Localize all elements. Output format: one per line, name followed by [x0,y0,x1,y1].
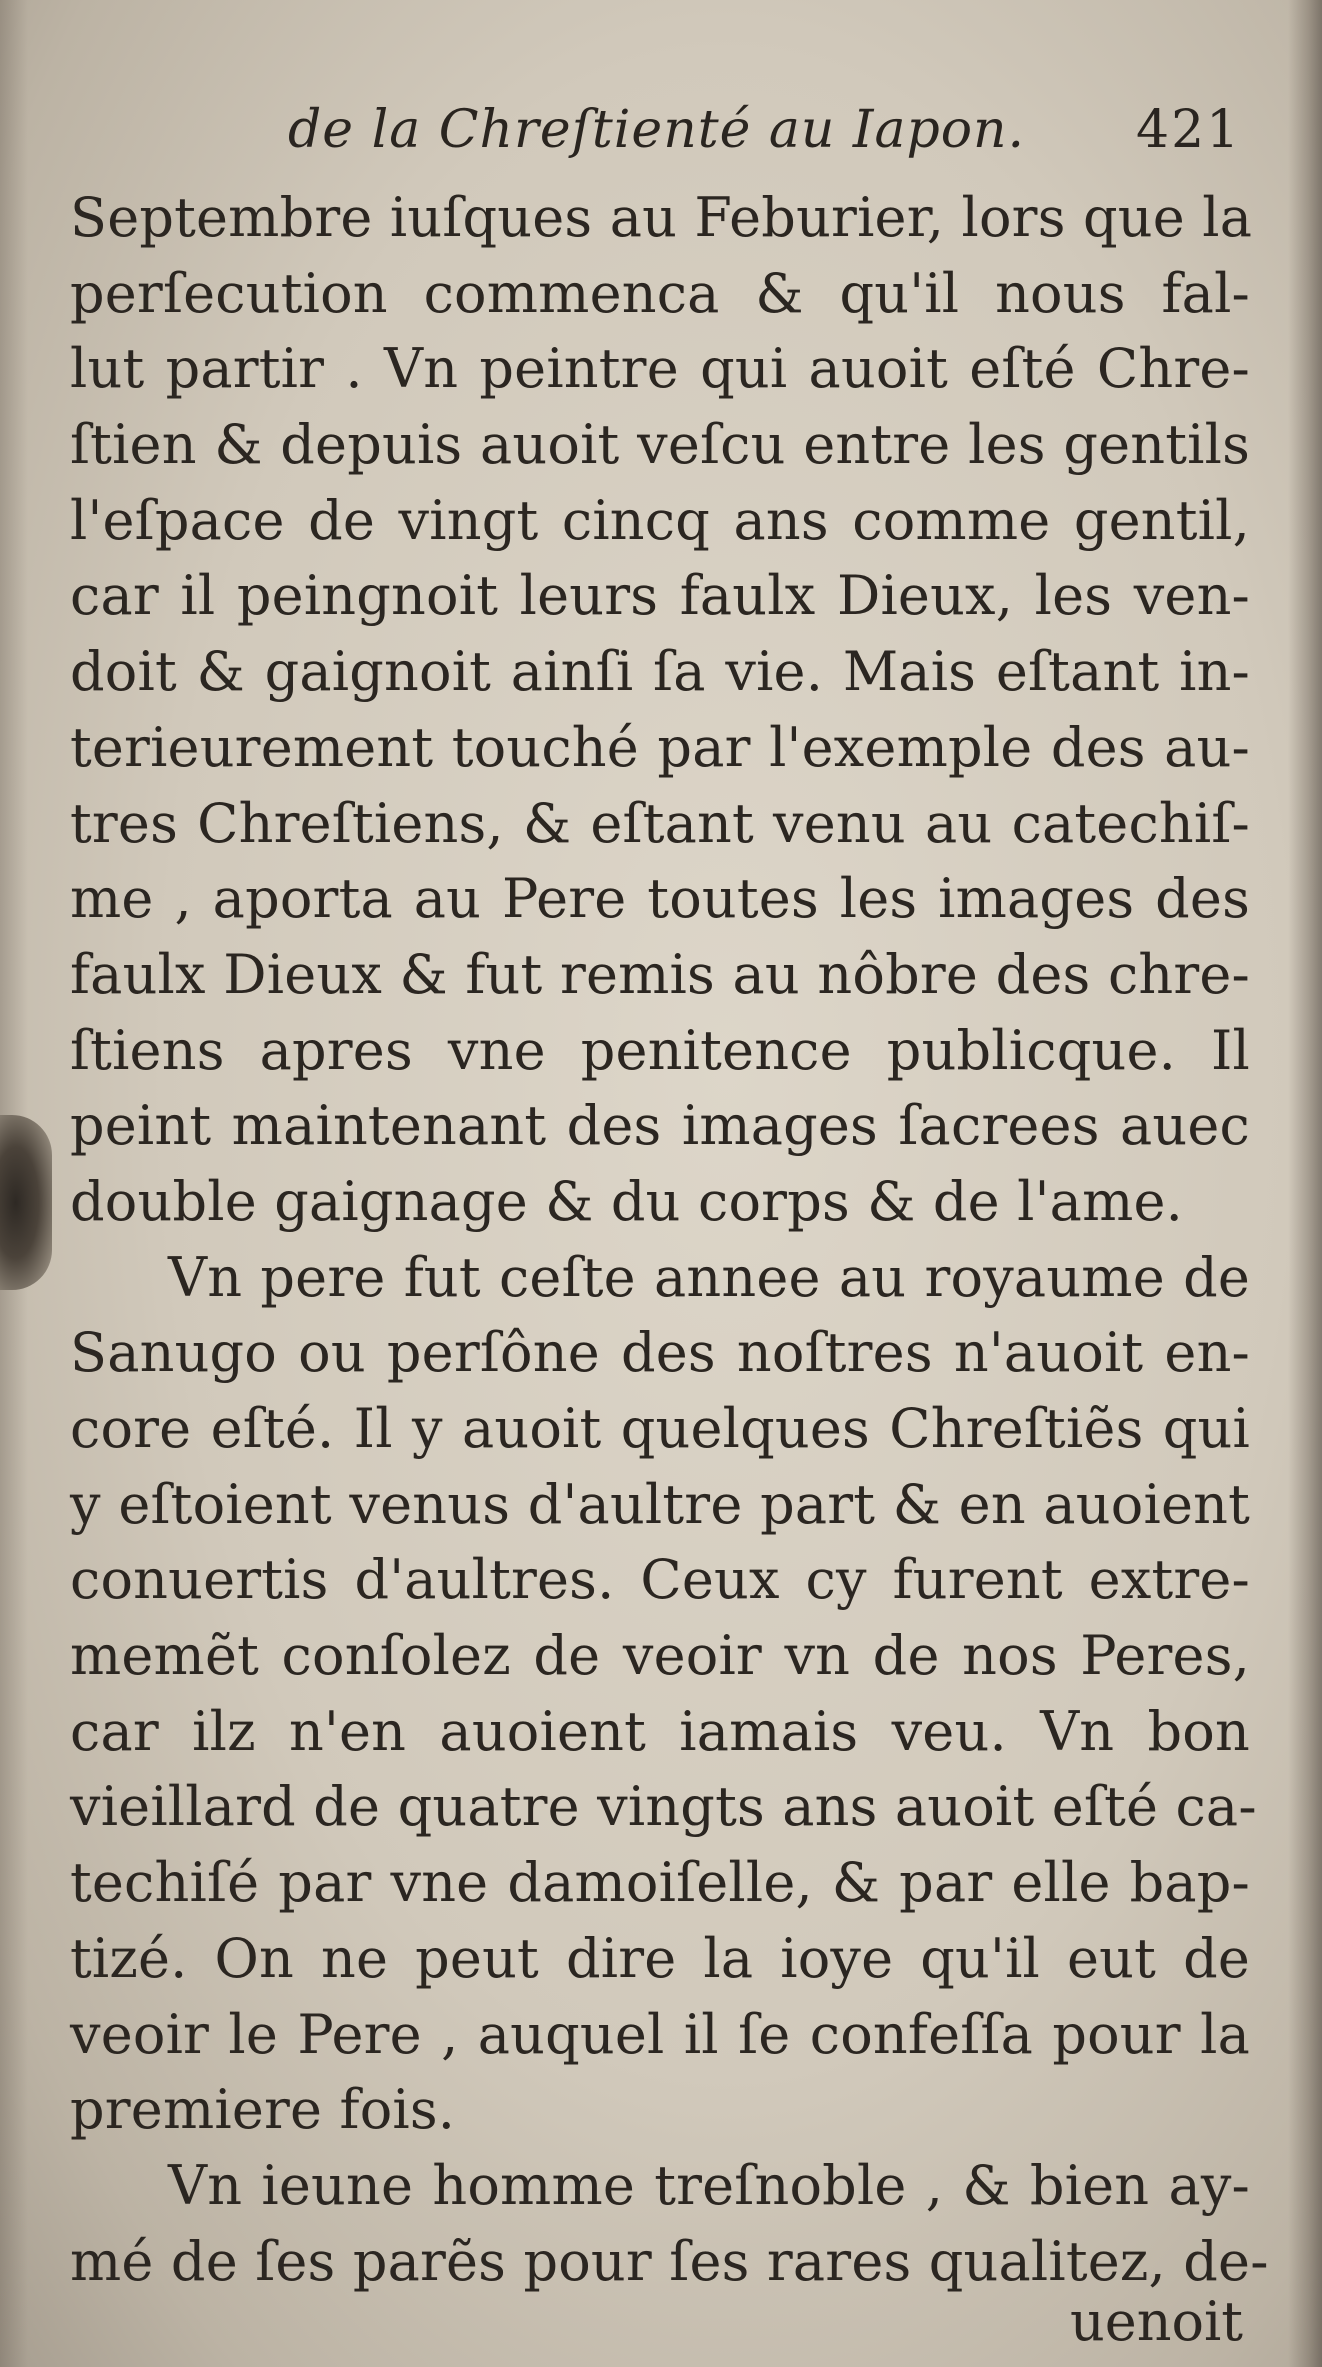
text-line: faulx Dieux & fut remis au nôbre des chre- [70,942,1250,1006]
running-title: de la Chreſtienté au Iapon. [288,100,1026,160]
text-line: memẽt conſolez de veoir vn de nos Peres, [70,1624,1250,1688]
text-line: Septembre iuſques au Feburier, lors que la [70,186,1253,249]
text-line: perſecution commenca & qu'il nous fal- [70,261,1250,325]
text-line: y eſtoient venus d'aultre part & en auoient [70,1472,1250,1536]
running-head [0,100,1322,180]
text-line: car il peingnoit leurs faulx Dieux, les ven- [70,564,1250,628]
catchword: uenoit [1070,2290,1243,2353]
text-line: car ilz n'en auoient iamais veu. Vn bon [70,1699,1250,1763]
text-line: Vn pere fut ceſte annee au royaume de [168,1245,1250,1309]
body-text [70,180,1269,2299]
text-line: ſtien & depuis auoit veſcu entre les gentils [70,413,1250,477]
page-shadow-right [1288,0,1322,2367]
text-line: veoir le Pere , auquel il ſe confeſſa pour la [70,2002,1250,2066]
text-line: l'eſpace de vingt cincq ans comme gentil, [70,488,1250,552]
page-number: 421 [1136,100,1242,160]
text-line: terieurement touché par l'exemple des au- [70,715,1250,779]
text-line: doit & gaignoit ainſi ſa vie. Mais eſtant in- [70,640,1250,704]
text-line: tizé. On ne peut dire la ioye qu'il eut de [70,1926,1250,1990]
text-line: Sanugo ou perſône des noſtres n'auoit en- [70,1321,1250,1385]
text-line: techiſé par vne damoiſelle, & par elle bap- [70,1851,1250,1915]
text-line: mé de ſes parẽs pour ſes rares qualitez, de- [70,2229,1269,2293]
text-line: conuertis d'aultres. Ceux cy furent extre- [70,1548,1250,1612]
text-line: premiere fois. [70,2078,456,2142]
paper-damage-hole [0,1115,52,1290]
text-line: peint maintenant des images ſacrees auec [70,1094,1250,1158]
text-line: vieillard de quatre vingts ans auoit eſté ca- [70,1775,1257,1839]
text-line: double gaignage & du corps & de l'ame. [70,1169,1183,1233]
text-line: me , aporta au Pere toutes les images des [70,867,1250,931]
text-line: tres Chreſtiens, & eſtant venu au catechiſ- [70,791,1250,855]
text-line: core eſté. Il y auoit quelques Chreſtiẽs qui [70,1397,1250,1460]
text-line: Vn ieune homme treſnoble , & bien ay- [168,2153,1250,2217]
text-line: ſtiens apres vne penitence publicque. Il [70,1018,1250,1082]
text-line: lut partir . Vn peintre qui auoit eſté Chre- [70,337,1250,401]
